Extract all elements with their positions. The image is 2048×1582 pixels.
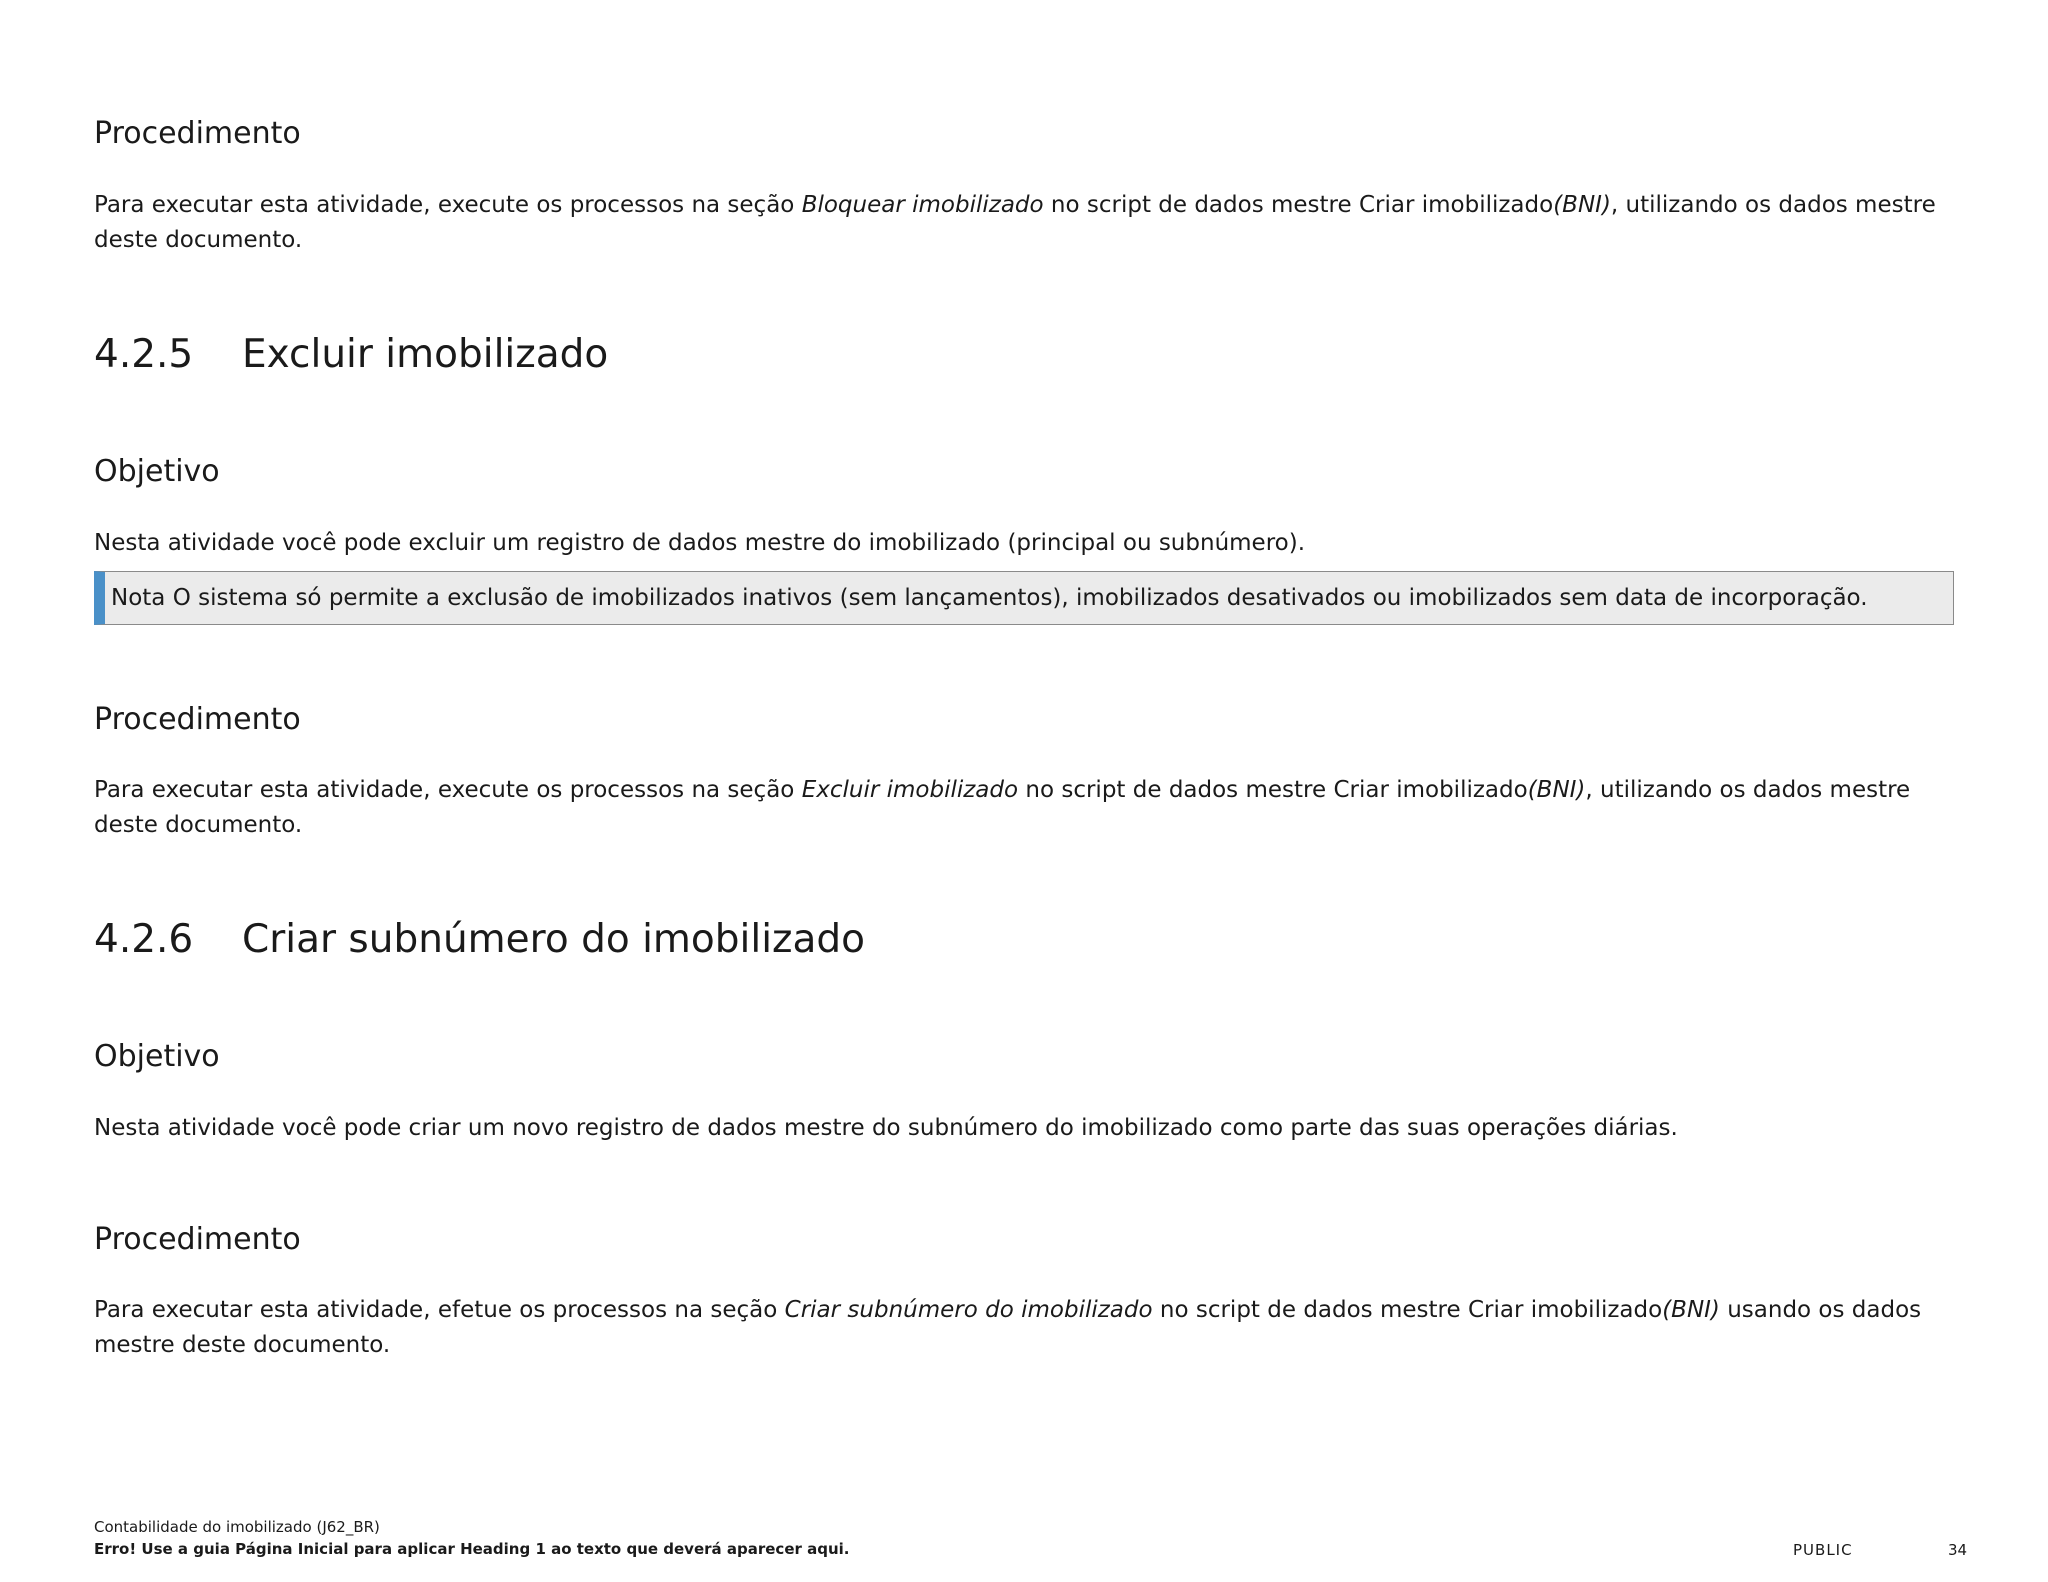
section-reference: Bloquear imobilizado: [801, 192, 1044, 218]
procedimento-heading: Procedimento: [94, 116, 301, 151]
paragraph-text: Para executar esta atividade, execute os processos na seção: [94, 192, 802, 218]
script-code: (BNI): [1527, 777, 1586, 803]
objetivo-heading: Objetivo: [94, 454, 220, 489]
procedimento-paragraph: [94, 773, 1954, 843]
paragraph-text: usando os dados mestre deste documento.: [94, 1297, 1922, 1358]
note-text: Nota O sistema só permite a exclusão de imobilizados inativos (sem lançamentos), imobilizados desativados ou imobilizados sem data de incorporação.: [111, 585, 1868, 611]
objetivo-paragraph: Nesta atividade você pode excluir um registro de dados mestre do imobilizado (principal ou subnúmero).: [94, 530, 1306, 556]
section-heading-4-2-6: [94, 915, 865, 965]
section-reference: Excluir imobilizado: [801, 777, 1019, 803]
paragraph-text: , utilizando os dados mestre deste documento.: [94, 777, 1911, 838]
section-reference: Criar subnúmero do imobilizado: [784, 1297, 1153, 1323]
footer: [94, 1516, 850, 1560]
footer-doc-title: Contabilidade do imobilizado (J62_BR): [94, 1518, 380, 1536]
section-title: Excluir imobilizado: [242, 332, 609, 377]
note-box: [94, 571, 1954, 625]
script-code: (BNI): [1553, 192, 1611, 218]
paragraph-text: , utilizando os dados mestre deste documento.: [94, 192, 1936, 253]
objetivo-paragraph: Nesta atividade você pode criar um novo registro de dados mestre do subnúmero do imobilizado como parte das suas operações diárias.: [94, 1115, 1678, 1141]
section-heading-4-2-5: [94, 330, 608, 380]
section-number: 4.2.5: [94, 332, 194, 377]
page-number: 34: [1948, 1541, 1968, 1559]
paragraph-text: no script de dados mestre Criar imobilizado: [1043, 192, 1554, 218]
procedimento-paragraph: [94, 188, 1954, 258]
paragraph-text: Para executar esta atividade, execute os processos na seção: [94, 777, 802, 803]
procedimento-heading: Procedimento: [94, 702, 301, 737]
paragraph-text: Para executar esta atividade, efetue os processos na seção: [94, 1297, 785, 1323]
section-title: Criar subnúmero do imobilizado: [242, 917, 866, 962]
footer-error-text: Erro! Use a guia Página Inicial para aplicar Heading 1 ao texto que deverá aparecer aqui.: [94, 1540, 850, 1558]
script-code: (BNI): [1662, 1297, 1720, 1323]
footer-classification: PUBLIC: [1793, 1541, 1853, 1559]
section-number: 4.2.6: [94, 917, 194, 962]
procedimento-heading: Procedimento: [94, 1222, 301, 1257]
objetivo-heading: Objetivo: [94, 1039, 220, 1074]
paragraph-text: no script de dados mestre Criar imobilizado: [1018, 777, 1528, 803]
paragraph-text: no script de dados mestre Criar imobilizado: [1152, 1297, 1663, 1323]
procedimento-paragraph: [94, 1293, 1954, 1363]
